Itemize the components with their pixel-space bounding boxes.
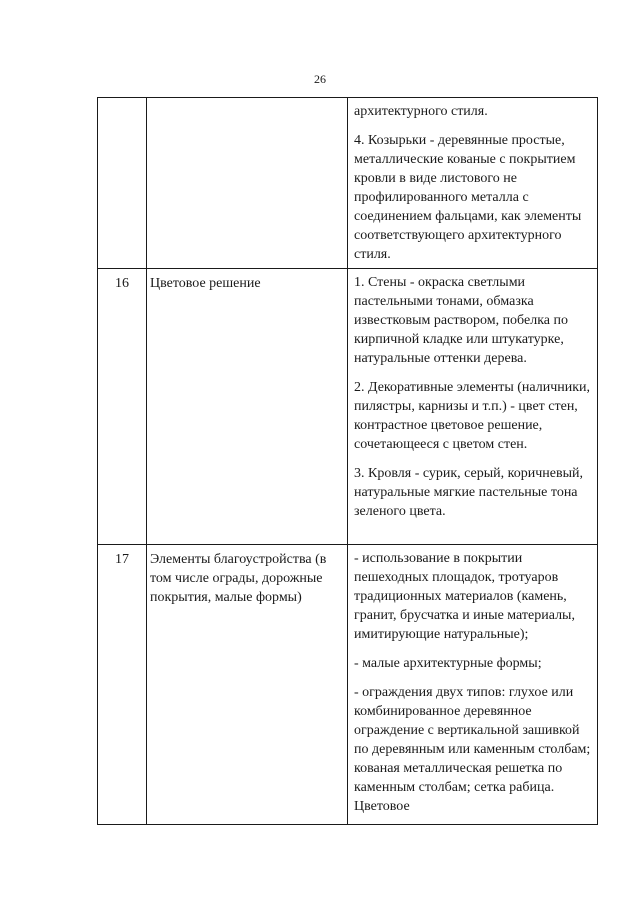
- table-row: [98, 269, 598, 545]
- row-description-cell: [348, 545, 598, 825]
- row-name-cell: [147, 98, 348, 269]
- row-number-cell: 17: [98, 545, 147, 825]
- row-number-cell: 16: [98, 269, 147, 545]
- page-number: 26: [314, 72, 326, 86]
- description-paragraph: - использование в покрытии пешеходных площадок, тротуаров традиционных материалов (камень, гранит, брусчатка и иные материалы, имитирующие натуральные);: [354, 551, 575, 642]
- description-paragraph: 3. Кровля - сурик, серый, коричневый, натуральные мягкие пастельные тона зеленого цвета.: [354, 466, 584, 519]
- description-paragraph: архитектурного стиля.: [354, 104, 488, 119]
- row-description-cell: [348, 98, 598, 269]
- table-row: [98, 545, 598, 825]
- table-row: [98, 98, 598, 269]
- row-number-cell: [98, 98, 147, 269]
- row-description-cell: [348, 269, 598, 545]
- row-name-cell: Элементы благоустройства (в том числе ограды, дорожные покрытия, малые формы): [147, 545, 348, 825]
- requirements-table: [97, 97, 598, 825]
- description-paragraph: 4. Козырьки - деревянные простые, металлические кованые с покрытием кровли в виде листового не профилированного металла с соединением фальцами, как элементы соответствующего архитектурного стиля.: [354, 133, 582, 262]
- description-paragraph: - ограждения двух типов: глухое или комбинированное деревянное ограждение с вертикальной зашивкой по деревянным или каменным столбам; кованая металлическая решетка по каменным столбам; сетка рабица. Цветовое: [354, 685, 591, 814]
- description-paragraph: 2. Декоративные элементы (наличники, пилястры, карнизы и т.п.) - цвет стен, контрастное цветовое решение, сочетающееся с цветом стен.: [354, 380, 591, 452]
- description-paragraph: - малые архитектурные формы;: [354, 656, 542, 671]
- description-paragraph: 1. Стены - окраска светлыми пастельными тонами, обмазка известковым раствором, побелка по кирпичной кладке или штукатурке, натуральные оттенки дерева.: [354, 275, 568, 366]
- row-name-cell: Цветовое решение: [147, 269, 348, 545]
